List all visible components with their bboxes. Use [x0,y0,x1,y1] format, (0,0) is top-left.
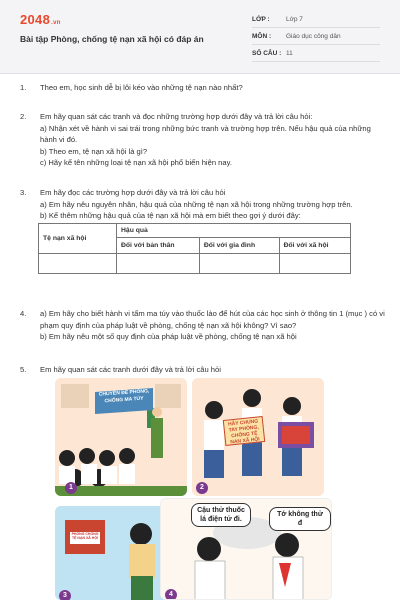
picture-number-badge: 1 [65,482,77,494]
illustration-4 [160,498,332,600]
doc-header [0,0,400,74]
header-ban-than: Đối với bản thân [117,238,200,254]
table-cell[interactable] [39,254,117,274]
document-title: Bài tập Phòng, chống tệ nạn xã hội có đáp án [20,34,204,44]
drug-prevention-banner: CHUYÊN ĐỀ PHÒNG, CHỐNG MA TÚY [95,388,153,414]
picture-number-badge: 4 [165,589,177,600]
site-logo[interactable]: 2048.vn [20,12,61,27]
picture-number-badge: 3 [59,590,71,600]
illustration-1 [55,378,187,496]
table-cell[interactable] [279,254,350,274]
campaign-sign: HÃY CHUNG TAY PHÒNG, CHỐNG TỆ NẠN XÃ HỘI [223,416,265,446]
speech-bubble-offer: Cậu thử thuốc lá điện tử đi. [191,503,251,527]
meta-class: LỚP : Lớp 7 [252,12,380,28]
speech-bubble-refuse: Tớ không thử đ [269,507,331,531]
consequences-table [38,223,351,274]
header-xa-hoi: Đối với xã hội [279,238,350,254]
meta-subject: MÔN : Giáo dục công dân [252,29,380,45]
header-hau-qua: Hậu quả [117,224,351,238]
illustration-2 [192,378,324,496]
meta-question-count: SỐ CÂU : 11 [252,46,380,62]
table-cell[interactable] [199,254,279,274]
table-row [39,254,351,274]
table-cell[interactable] [117,254,200,274]
header-gia-dinh: Đối với gia đình [199,238,279,254]
picture-number-badge: 2 [196,482,208,494]
poster-sign: PHÒNG CHỐNG TỆ NẠN XÃ HỘI [70,532,100,544]
header-te-nan: Tệ nạn xã hội [39,224,117,254]
